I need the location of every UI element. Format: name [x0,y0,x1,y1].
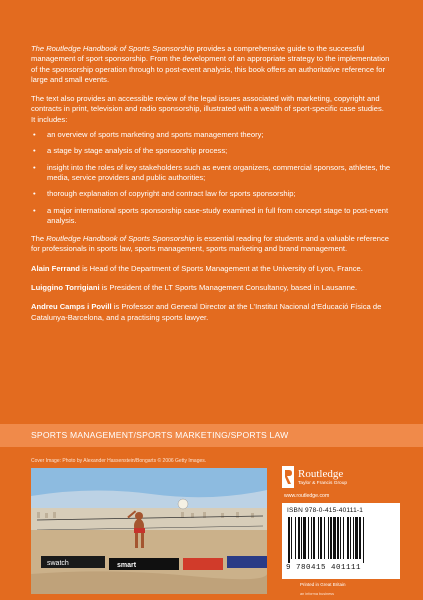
bullet-icon: • [33,205,36,215]
audience-paragraph [31,234,396,255]
author-bio [31,283,396,293]
routledge-logo-icon [282,466,294,488]
bullet-icon: • [33,189,36,199]
list-item [31,189,396,199]
isbn-barcode-box [282,503,400,579]
book-title-italic: The Routledge Handbook of Sports Sponsorship [31,44,195,53]
list-item-text: an overview of sports marketing and sports management theory; [47,130,264,140]
list-item [31,163,396,184]
author-bio-text: is President of the LT Sports Management Consultancy, based in Lausanne. [99,283,358,293]
book-title-italic: Routledge Handbook of Sports Sponsorship [46,234,195,244]
author-name: Luiggino Torrigiani [31,283,100,293]
legal-review-text: The text also provides an accessible review of the legal issues associated with marketing, copyright and contracts in print, television and radio sponsorship, illustrated with a wealth of sport-specific case studies. [31,94,384,114]
publisher-url: www.routledge.com [284,493,330,499]
list-item-text: a major international sports sponsorship case-study examined in full from concept stage to post-event analysis. [47,205,389,225]
category-band [0,424,423,447]
author-bio-text: is Head of the Department of Sports Management at the University of Lyon, France. [79,263,363,273]
list-item-text: a stage by stage analysis of the sponsorship process; [47,146,228,156]
photo-illustration [31,468,267,594]
cover-image-credit: Cover Image: Photo by Alexander Hassenstein/Bongarts © 2006 Getty Images. [31,458,207,464]
intro-paragraph [31,44,396,85]
cover-photo-beach-volleyball [31,468,267,594]
includes-label: It includes: [31,114,68,124]
author-bio [31,302,396,323]
audience-text: is essential reading for students and a valuable reference for professionals in sports law, sports management, sports marketing and brand management. [31,234,389,254]
list-item [31,146,396,156]
author-name: Alain Ferrand [31,263,80,273]
bullet-icon: • [33,146,36,156]
sponsor-board-text: swatch [47,560,69,567]
isbn-label: ISBN 978-0-415-40111-1 [287,507,364,514]
legal-review-paragraph [31,94,396,125]
list-item [31,130,396,140]
includes-list [31,130,396,226]
barcode-icon [286,517,396,563]
barcode-digits: 9 780415 401111 [286,564,362,572]
publisher-group: Taylor & Francis Group [298,481,348,486]
bullet-icon: • [33,162,36,172]
publisher-name: Routledge [298,468,344,480]
informa-label: an informa business [300,592,334,596]
author-name: Andreu Camps i Povill [31,302,112,312]
list-item [31,206,396,227]
sponsor-board-text: smart [117,562,137,569]
back-cover-blurb [31,44,396,332]
bullet-icon: • [33,130,36,140]
audience-pre: The [31,234,47,244]
list-item-text: insight into the roles of key stakeholders such as event organizers, commercial sponsors, athletes, the media, service providers and public authorities; [47,162,391,182]
list-item-text: thorough explanation of copyright and contract law for sports sponsorship; [47,189,296,199]
intro-text: provides a comprehensive guide to the successful management of sport sponsorship. From the development of an appropriate strategy to the implementation of the sponsorship operation through to post-event analysis, this book offers an authoritative reference for large and small events. [31,44,390,84]
author-bio-text: is Professor and General Director at the L’Institut Nacional d’Educació Física de Catalunya-Barcelona, and a practising sports lawyer. [31,302,382,322]
category-label: SPORTS MANAGEMENT/SPORTS MARKETING/SPORTS LAW [31,430,289,440]
author-bio [31,264,396,274]
printed-in-label: Printed in Great Britain [300,582,346,587]
